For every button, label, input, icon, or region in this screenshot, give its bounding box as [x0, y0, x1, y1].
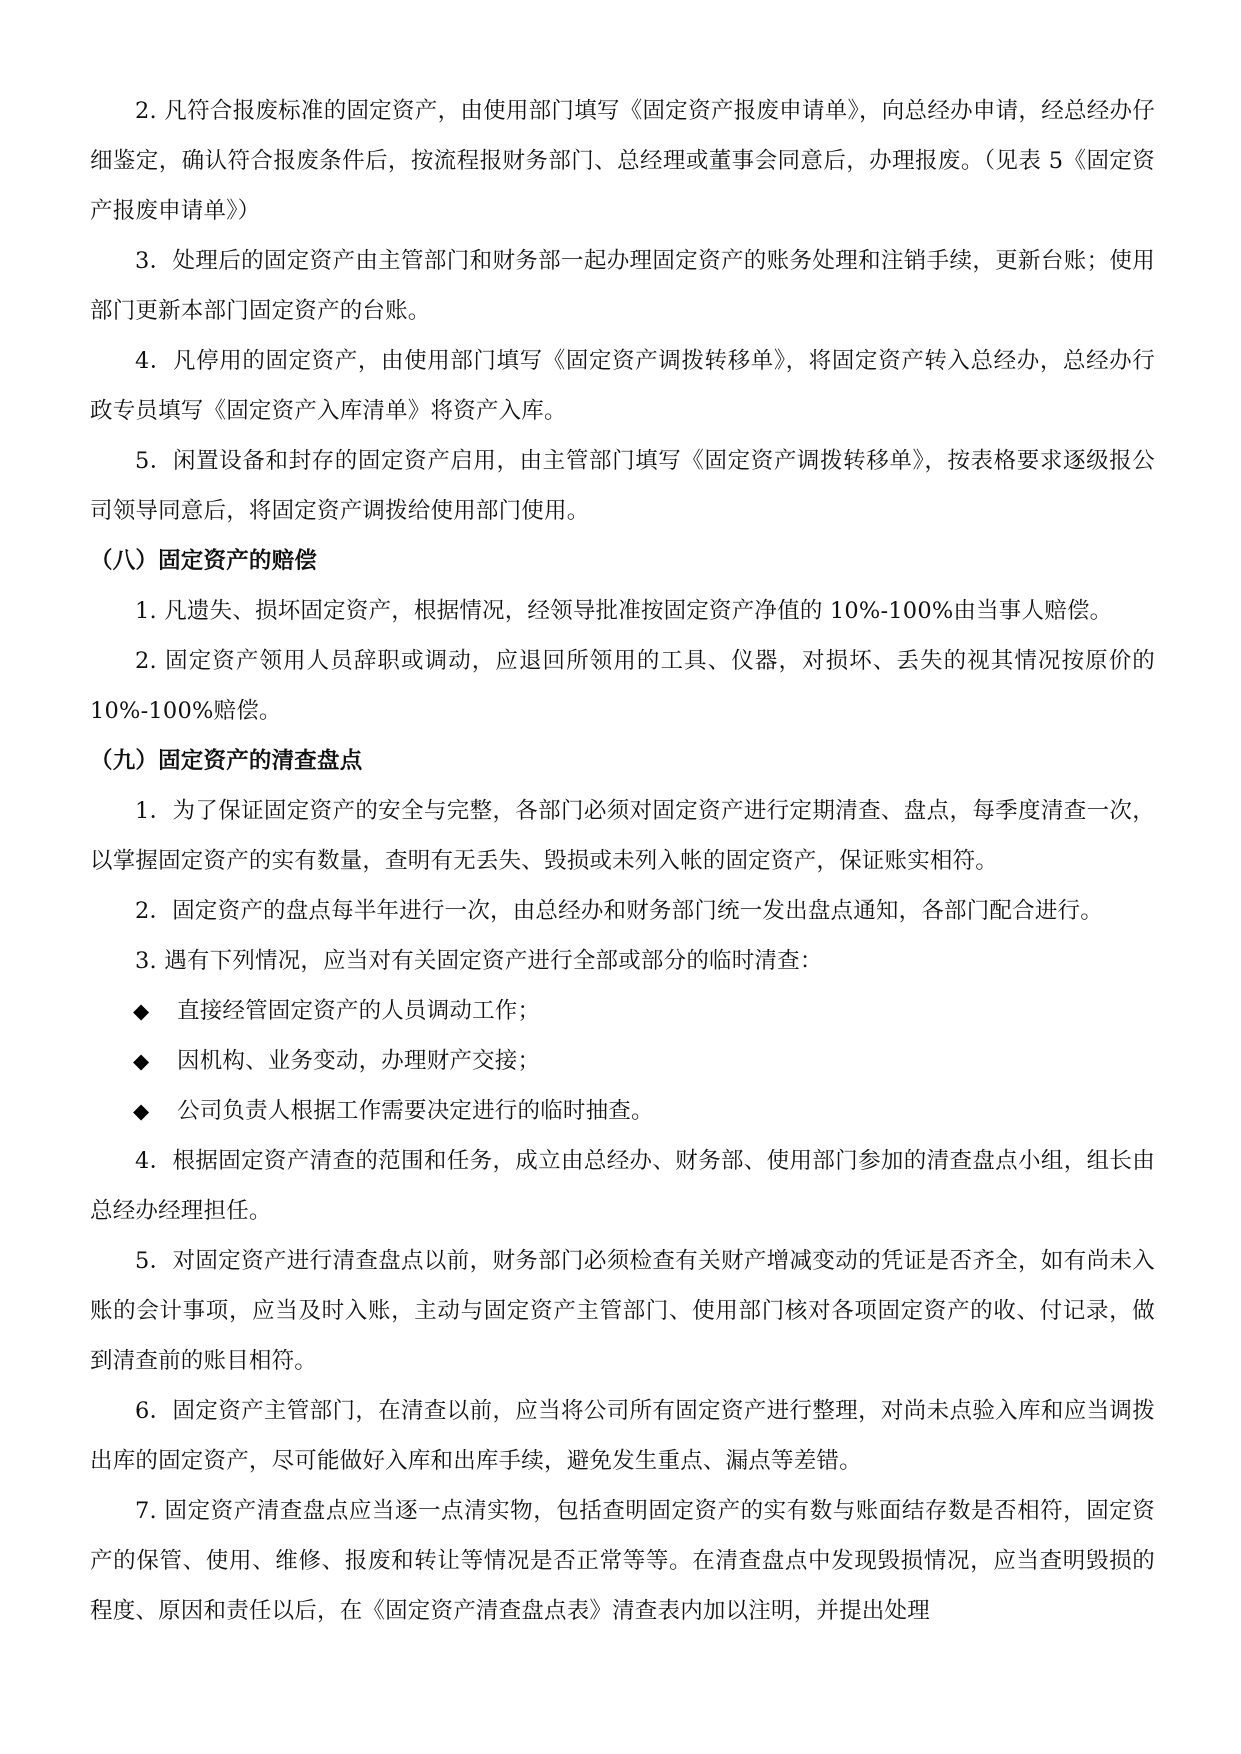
list-item-text: 直接经管固定资产的人员调动工作； [177, 998, 541, 1024]
paragraph-inventory-preparation: 5．对固定资产进行清查盘点以前，财务部门必须检查有关财产增减变动的凭证是否齐全，如有尚未入账的会计事项，应当及时入账，主动与固定资产主管部门、使用部门核对各项固定资产的收、付记录，做到清查前的账目相符。 [90, 1248, 1155, 1374]
paragraph-reactivation: 5．闲置设备和封存的固定资产启用，由主管部门填写《固定资产调拨转移单》，按表格要求逐级报公司领导同意后，将固定资产调拨给使用部门使用。 [90, 448, 1155, 524]
paragraph-temporary-check: 3. 遇有下列情况，应当对有关固定资产进行全部或部分的临时清查： [135, 948, 823, 974]
diamond-bullet-icon: ◆ [133, 1099, 150, 1123]
paragraph-inventory-organize: 6．固定资产主管部门，在清查以前，应当将公司所有固定资产进行整理，对尚未点验入库和应当调拨出库的固定资产，尽可能做好入库和出库手续，避免发生重点、漏点等差错。 [90, 1398, 1155, 1474]
paragraph-compensation-resignation: 2. 固定资产领用人员辞职或调动，应退回所领用的工具、仪器，对损坏、丢失的视其情况按原价的 10%-100%赔偿。 [90, 648, 1155, 724]
list-item [90, 1036, 1155, 1086]
paragraph-scrap-application: 2. 凡符合报废标准的固定资产，由使用部门填写《固定资产报废申请单》，向总经办申请，经总经办仔细鉴定，确认符合报废条件后，按流程报财务部门、总经理或董事会同意后，办理报废。（见表 5《固定资产报废申请单》） [90, 98, 1155, 224]
list-item-text: 公司负责人根据工作需要决定进行的临时抽查。 [177, 1098, 654, 1124]
paragraph-inventory-team: 4．根据固定资产清查的范围和任务，成立由总经办、财务部、使用部门参加的清查盘点小组，组长由总经办经理担任。 [90, 1148, 1155, 1224]
section-heading-inventory: （九）固定资产的清查盘点 [90, 748, 363, 774]
paragraph-inventory-purpose: 1．为了保证固定资产的安全与完整，各部门必须对固定资产进行定期清查、盘点，每季度清查一次，以掌握固定资产的实有数量，查明有无丢失、毁损或未列入帐的固定资产，保证账实相符。 [90, 798, 1155, 874]
paragraph-compensation-loss: 1. 凡遗失、损坏固定资产，根据情况，经领导批准按固定资产净值的 10%-100%由当事人赔偿。 [135, 598, 1113, 624]
list-item [90, 986, 1155, 1036]
paragraph-scrap-accounting: 3．处理后的固定资产由主管部门和财务部一起办理固定资产的账务处理和注销手续，更新台账；使用部门更新本部门固定资产的台账。 [90, 248, 1155, 324]
list-item-text: 因机构、业务变动，办理财产交接； [177, 1048, 541, 1074]
paragraph-inventory-frequency: 2．固定资产的盘点每半年进行一次，由总经办和财务部门统一发出盘点通知，各部门配合进行。 [135, 898, 1103, 924]
paragraph-idle-transfer: 4．凡停用的固定资产，由使用部门填写《固定资产调拨转移单》，将固定资产转入总经办，总经办行政专员填写《固定资产入库清单》将资产入库。 [90, 348, 1155, 424]
document-body [90, 86, 1155, 1636]
paragraph-inventory-count: 7. 固定资产清查盘点应当逐一点清实物，包括查明固定资产的实有数与账面结存数是否相符，固定资产的保管、使用、维修、报废和转让等情况是否正常等等。在清查盘点中发现毁损情况，应当查明毁损的程度、原因和责任以后，在《固定资产清查盘点表》清查表内加以注明，并提出处理 [90, 1498, 1155, 1624]
diamond-bullet-icon: ◆ [133, 1049, 150, 1073]
section-heading-compensation: （八）固定资产的赔偿 [90, 548, 318, 574]
list-item [90, 1086, 1155, 1136]
diamond-bullet-icon: ◆ [133, 999, 150, 1023]
